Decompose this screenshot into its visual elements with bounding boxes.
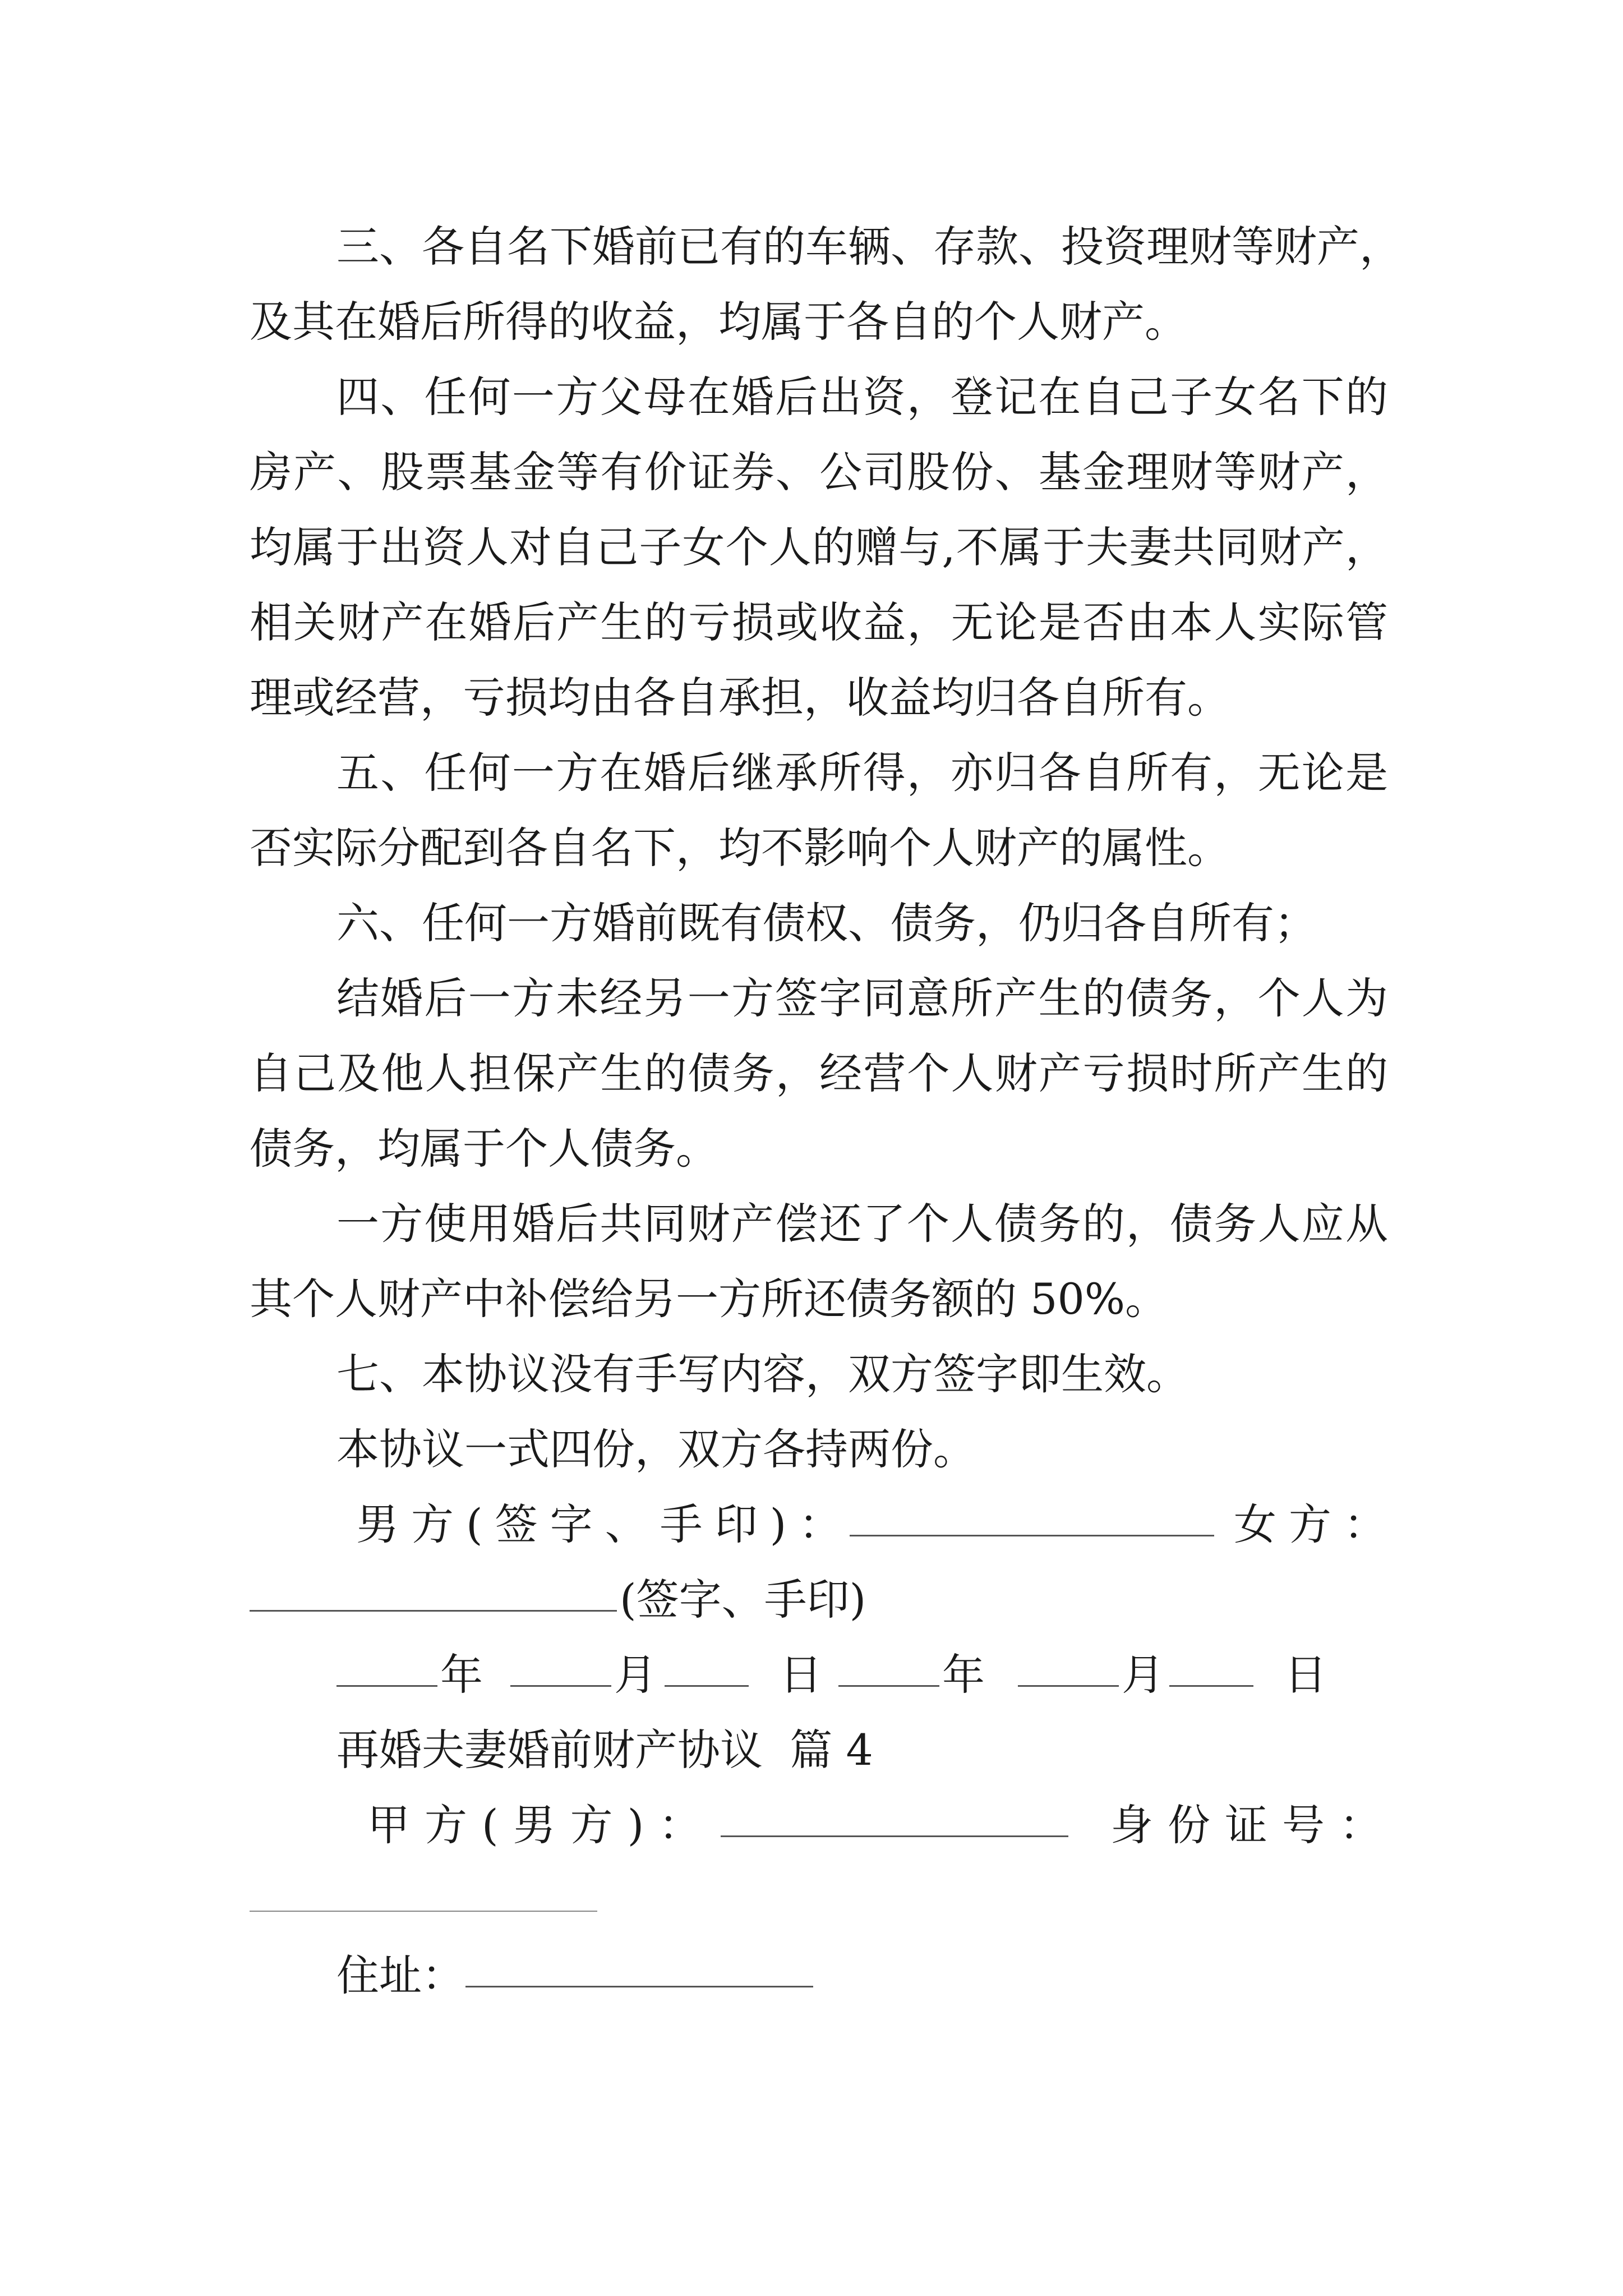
clause-7-line-1: 七、本协议没有手写内容，双方签字即生效。 xyxy=(336,1349,1189,1399)
document-page xyxy=(250,0,1402,2296)
clause-5-line-2: 否实际分配到各自名下，均不影响个人财产的属性。 xyxy=(250,823,1230,873)
id-number-row xyxy=(250,1874,1388,1927)
debt-paragraph-line-3: 债务，均属于个人债务。 xyxy=(250,1124,718,1174)
clause-6-line-1: 六、任何一方婚前既有债权、债务，仍归各自所有； xyxy=(336,898,1317,948)
repayment-paragraph-line-1: 一方使用婚后共同财产偿还了个人债务的，债务人应从 xyxy=(336,1199,1388,1249)
male-signature-label: 男方(签字、手印)： xyxy=(356,1499,854,1549)
debt-paragraph-line-1: 结婚后一方未经另一方签字同意所产生的债务，个人为 xyxy=(336,973,1388,1023)
party-a-label: 甲方(男方)： xyxy=(367,1800,716,1850)
id-number-label: 身份证号： xyxy=(1110,1800,1396,1850)
female-month-blank[interactable] xyxy=(1018,1648,1119,1687)
clause-3-line-1: 三、各自名下婚前已有的车辆、存款、投资理财等财产， xyxy=(336,222,1402,272)
female-month-label: 月 xyxy=(1122,1650,1164,1700)
address-label: 住址： xyxy=(336,1950,464,2000)
date-row xyxy=(250,1648,1388,1702)
male-month-blank[interactable] xyxy=(510,1648,611,1687)
female-signature-suffix: (签字、手印) xyxy=(620,1575,866,1625)
party-a-blank[interactable] xyxy=(721,1798,1068,1837)
copies-line: 本协议一式四份，双方各持两份。 xyxy=(336,1424,976,1474)
female-signature-label: 女方： xyxy=(1234,1499,1399,1549)
male-year-blank[interactable] xyxy=(336,1648,437,1687)
female-signature-row xyxy=(250,1573,1388,1627)
signature-row xyxy=(250,1498,1399,1552)
repayment-paragraph-line-2: 其个人财产中补偿给另一方所还债务额的 50%。 xyxy=(250,1274,1168,1324)
clause-3-line-2: 及其在婚后所得的收益，均属于各自的个人财产。 xyxy=(250,297,1187,347)
female-day-blank[interactable] xyxy=(1169,1648,1253,1687)
clause-4-line-2: 房产、股票基金等有价证券、公司股份、基金理财等财产， xyxy=(250,447,1388,497)
female-day-label: 日 xyxy=(1284,1650,1327,1700)
male-month-label: 月 xyxy=(614,1650,657,1700)
debt-paragraph-line-2: 自己及他人担保产生的债务，经营个人财产亏损时所产生的 xyxy=(250,1048,1388,1098)
male-year-label: 年 xyxy=(440,1650,483,1700)
female-year-blank[interactable] xyxy=(838,1648,939,1687)
id-number-blank[interactable] xyxy=(250,1874,597,1912)
clause-4-line-5: 理或经营，亏损均由各自承担，收益均归各自所有。 xyxy=(250,673,1230,723)
male-day-label: 日 xyxy=(780,1650,822,1700)
party-a-row xyxy=(250,1798,1396,1852)
clause-4-line-1: 四、任何一方父母在婚后出资，登记在自己子女名下的 xyxy=(336,372,1388,422)
male-day-blank[interactable] xyxy=(665,1648,749,1687)
female-year-label: 年 xyxy=(942,1650,985,1700)
female-signature-blank[interactable] xyxy=(250,1573,617,1612)
male-signature-blank[interactable] xyxy=(850,1498,1214,1536)
section-title: 再婚夫妻婚前财产协议 篇 4 xyxy=(336,1725,873,1775)
clause-5-line-1: 五、任何一方在婚后继承所得，亦归各自所有，无论是 xyxy=(336,748,1388,798)
clause-4-line-3: 均属于出资人对自己子女个人的赠与,不属于夫妻共同财产， xyxy=(250,522,1388,572)
address-row xyxy=(250,1949,1388,2003)
address-blank[interactable] xyxy=(465,1949,813,1987)
clause-4-line-4: 相关财产在婚后产生的亏损或收益，无论是否由本人实际管 xyxy=(250,597,1388,647)
